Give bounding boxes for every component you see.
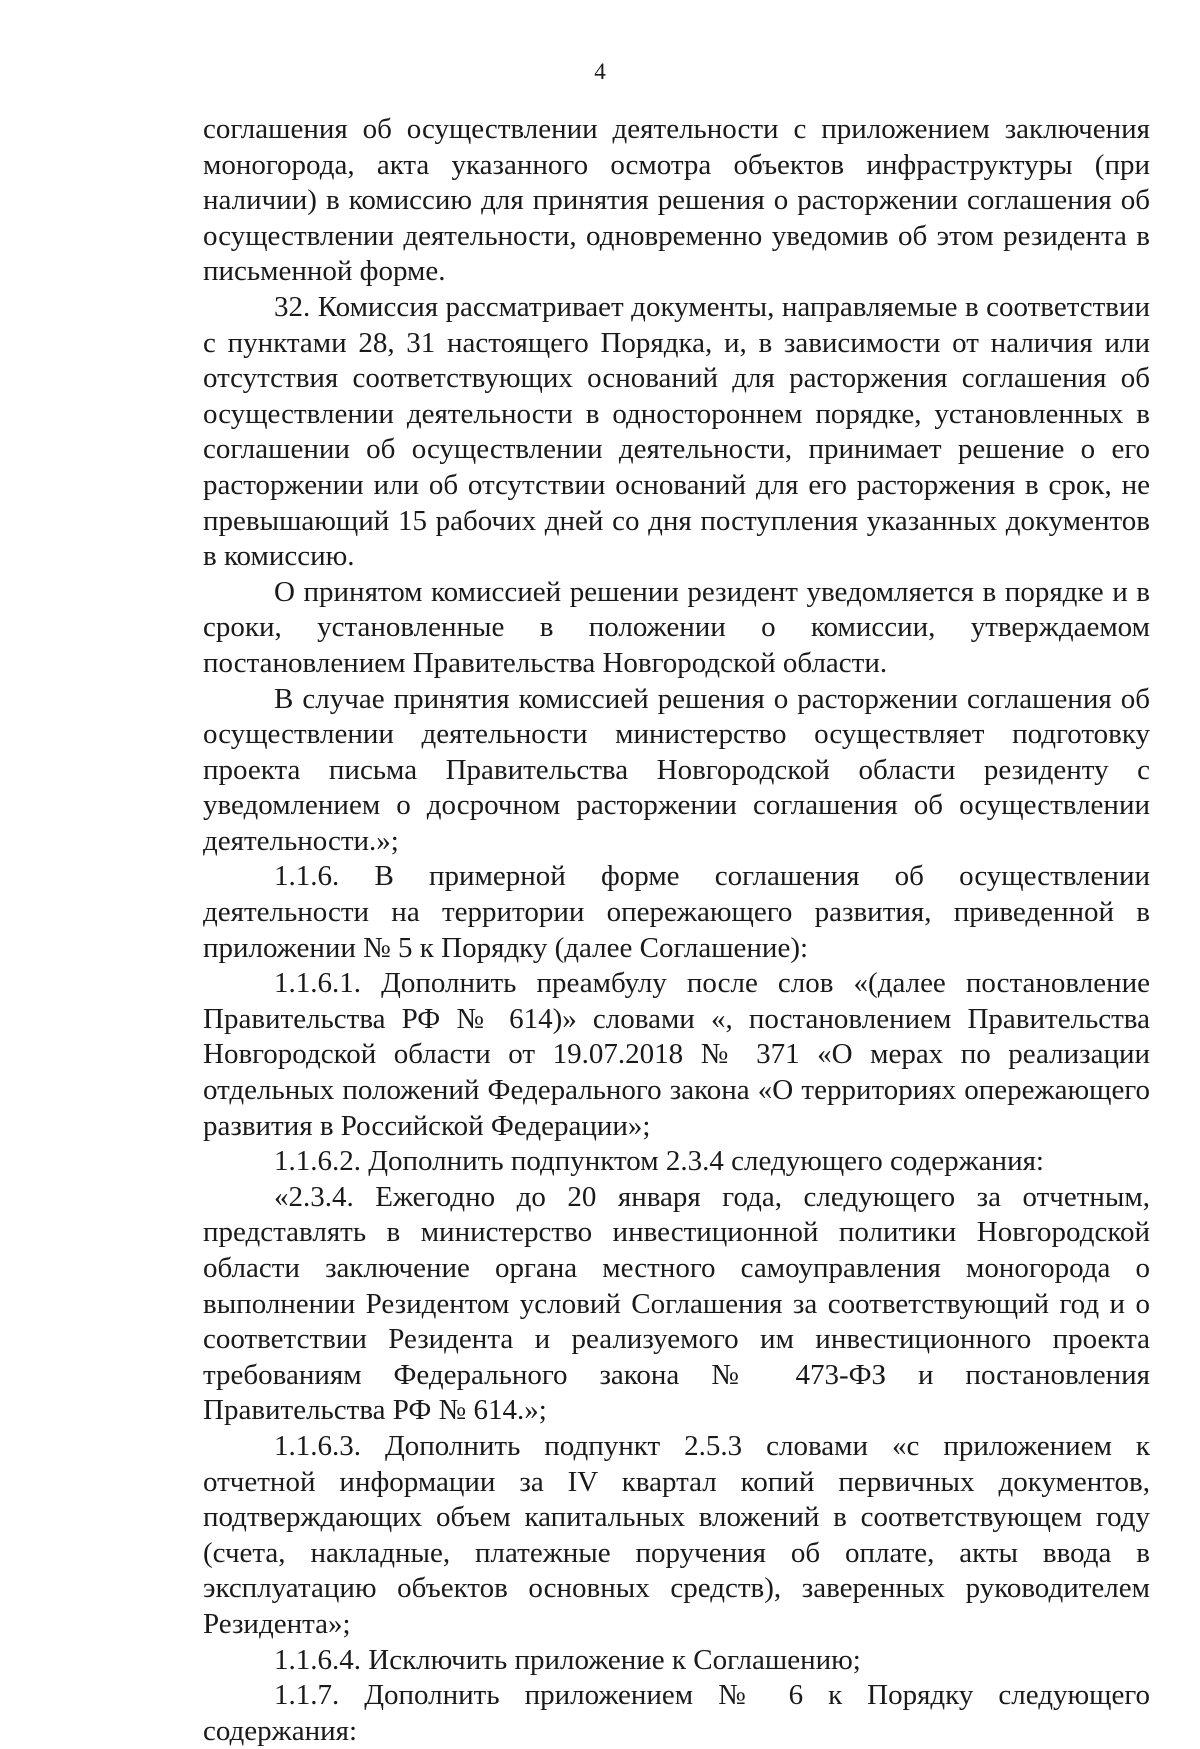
paragraph: «2.3.4. Ежегодно до 20 января года, следующего за отчетным, представлять в министерство инвестиционной политики Новгородской области заключение органа местного самоуправления моногорода о выполнении Резидентом условий Соглашения за соответствующий год и о соответствии Резидента и реализуемого им инвестиционного проекта требованиям Федерального закона № 473-ФЗ и постановления Правительства РФ № 614.»; — [203, 1180, 1150, 1427]
paragraph: 1.1.6.2. Дополнить подпунктом 2.3.4 следующего содержания: — [274, 1145, 1044, 1178]
paragraph: 1.1.6.3. Дополнить подпункт 2.5.3 словами «с приложением к отчетной информации за IV квартал копий первичных документов, подтверждающих объем капитальных вложений в соответствующем году (счета, накладные, платежные поручения об оплате, акты ввода в эксплуатацию объектов основных средств), заверенных руководителем Резидента»; — [203, 1429, 1150, 1640]
paragraph: 1.1.6.1. Дополнить преамбулу после слов «(далее постановление Правительства РФ № 614)» словами «, постановлением Правительства Новгородской области от 19.07.2018 № 371 «О мерах по реализации отдельных положений Федерального закона «О территориях опережающего развития в Российской Федерации»; — [203, 967, 1150, 1142]
document-body — [203, 112, 1150, 1749]
page-number: 4 — [594, 59, 606, 84]
paragraph: О принятом комиссией решении резидент уведомляется в порядке и в сроки, установленные в положении о комиссии, утверждаемом постановлением Правительства Новгородской области. — [203, 575, 1150, 679]
paragraph: 32. Комиссия рассматривает документы, направляемые в соответствии с пунктами 28, 31 настоящего Порядка, и, в зависимости от наличия или отсутствия соответствующих оснований для расторжения соглашения об осуществлении деятельности в одностороннем порядке, установленных в соглашении об осуществлении деятельности, принимает решение о его расторжении или об отсутствии оснований для его расторжения в срок, не превышающий 15 рабочих дней со дня поступления указанных документов в комиссию. — [203, 290, 1150, 573]
paragraph: В случае принятия комиссией решения о расторжении соглашения об осуществлении деятельности министерство осуществляет подготовку проекта письма Правительства Новгородской области резиденту с уведомлением о досрочном расторжении соглашения об осуществлении деятельности.»; — [203, 682, 1150, 857]
paragraph: соглашения об осуществлении деятельности с приложением заключения моногорода, акта указанного осмотра объектов инфраструктуры (при наличии) в комиссию для принятия решения о расторжении соглашения об осуществлении деятельности, одновременно уведомив об этом резидента в письменной форме. — [203, 113, 1150, 288]
paragraph: 1.1.6. В примерной форме соглашения об осуществлении деятельности на территории опережающего развития, приведенной в приложении № 5 к Порядку (далее Соглашение): — [203, 860, 1150, 964]
paragraph: 1.1.7. Дополнить приложением № 6 к Порядку следующего содержания: — [203, 1679, 1150, 1747]
paragraph: 1.1.6.4. Исключить приложение к Соглашению; — [274, 1643, 861, 1676]
